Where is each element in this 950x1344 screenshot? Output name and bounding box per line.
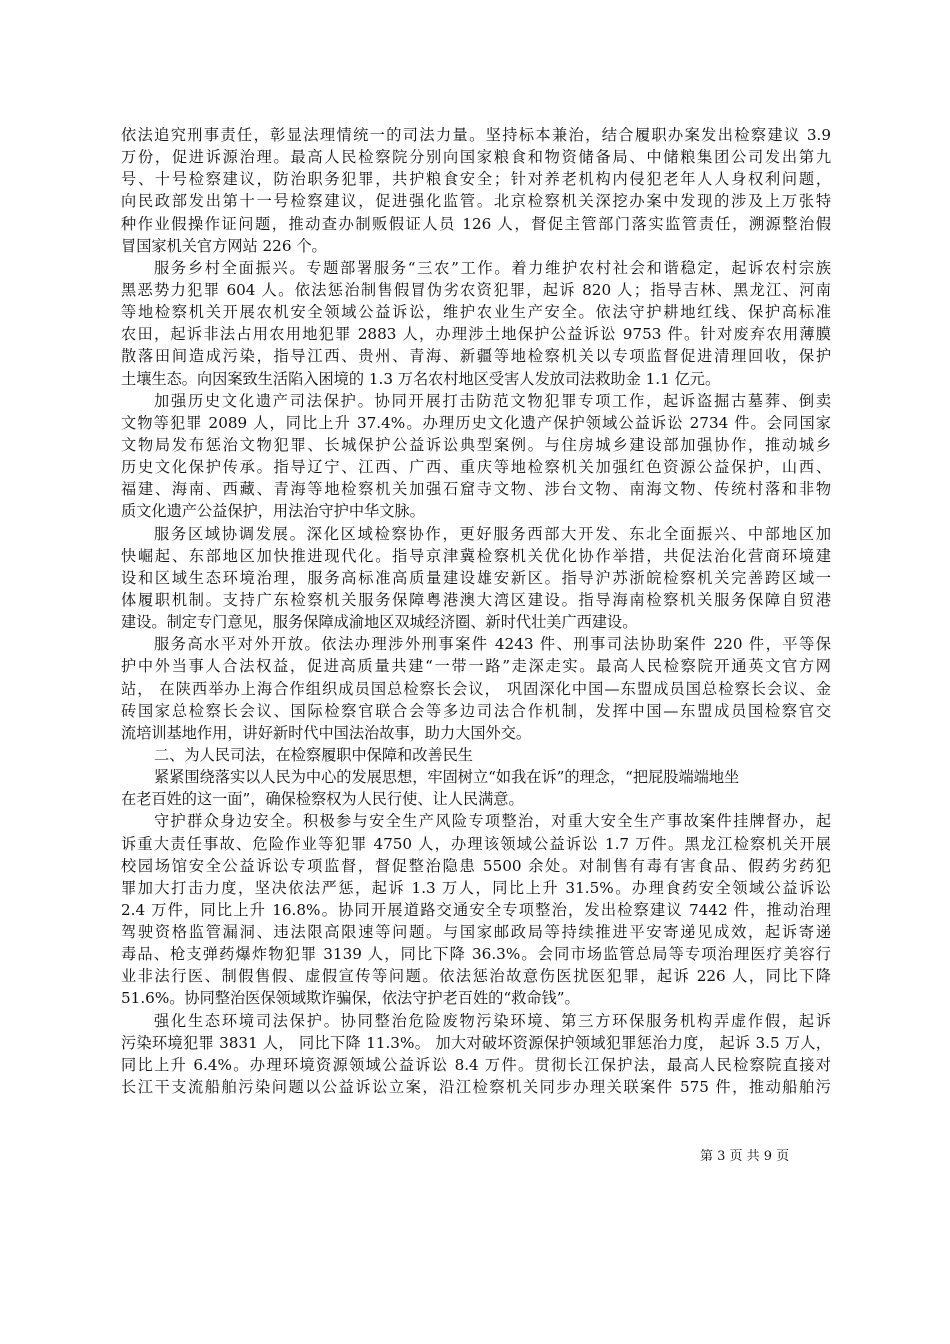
text-line: 诉重大责任事故、危险作业等犯罪 4750 人，办理该领域公益诉讼 1.7 万件。黑龙江检察机关开展 [121, 834, 831, 853]
text-line: 在老百姓的这一面”，确保检察权为人民行使、让人民满意。 [121, 790, 524, 809]
text-line: 驾驶资格监管漏洞、违法限高限速等问题。与国家邮政局等持续推进平安寄递见成效，起诉寄递 [121, 923, 831, 942]
text-line: 站， 在陕西举办上海合作组织成员国总检察长会议， 巩固深化中国—东盟成员国总检察长会议、金 [121, 679, 831, 698]
text-line: 二、为人民司法，在检察履职中保障和改善民生 [154, 745, 473, 764]
text-line: 长江干支流船舶污染问题以公益诉讼立案，沿江检察机关同步办理关联案件 575 件，推动船舶污 [121, 1078, 831, 1097]
text-line: 质文化遗产公益保护，用法治守护中华文脉。 [121, 502, 425, 521]
text-line: 强化生态环境司法保护。协同整治危险废物污染环境、第三方环保服务机构弄虚作假，起诉 [154, 1011, 831, 1030]
text-line: 农田，起诉非法占用农用地犯罪 2883 人，办理涉土地保护公益诉讼 9753 件。针对废弃农用薄膜 [121, 325, 831, 344]
text-line: 福建、海南、西藏、青海等地检察机关加强石窟寺文物、涉台文物、南海文物、传统村落和非物 [121, 480, 831, 499]
text-line: 黑恶势力犯罪 604 人。依法惩治制售假冒伪劣农资犯罪，起诉 820 人；指导吉林、黑龙江、河南 [121, 280, 831, 299]
body-text [121, 124, 831, 1098]
text-line: 历史文化保护传承。指导辽宁、江西、广西、重庆等地检察机关加强红色资源公益保护，山西、 [121, 458, 831, 477]
text-line: 体履职机制。支持广东检察机关服务保障粤港澳大湾区建设。指导海南检察机关服务保障自贸港 [121, 590, 831, 609]
text-line: 服务高水平对外开放。依法办理涉外刑事案件 4243 件、刑事司法协助案件 220 件，平等保 [154, 635, 831, 654]
text-line: 向民政部发出第十一号检察建议，促进强化监管。北京检察机关深挖办案中发现的涉及上万张特 [121, 192, 831, 211]
text-line: 业非法行医、制假售假、虚假宣传等问题。依法惩治故意伤医扰医犯罪，起诉 226 人，同比下降 [121, 967, 831, 986]
text-line: 散落田间造成污染，指导江西、贵州、青海、新疆等地检察机关以专项监督促进清理回收，保护 [121, 347, 831, 366]
text-line: 罪加大打击力度，坚决依法严惩，起诉 1.3 万人，同比上升 31.5%。办理食药安全领域公益诉讼 [121, 878, 831, 897]
text-line: 2.4 万件，同比上升 16.8%。协同开展道路交通安全专项整治，发出检察建议 7442 件，推动治理 [121, 900, 831, 919]
text-line: 种作业假操作证问题，推动查办制贩假证人员 126 人，督促主管部门落实监管责任，溯源整治假 [121, 214, 831, 233]
text-line: 号、十号检察建议，防治职务犯罪，共护粮食安全；针对养老机构内侵犯老年人人身权利问题， [121, 170, 831, 189]
text-line: 服务乡村全面振兴。专题部署服务“三农”工作。着力维护农村社会和谐稳定，起诉农村宗族 [154, 258, 831, 277]
text-line: 冒国家机关官方网站 226 个。 [121, 236, 327, 255]
text-line: 建设。制定专门意见，服务保障成渝地区双城经济圈、新时代壮美广西建设。 [121, 613, 638, 632]
text-line: 等地检察机关开展农机安全领域公益诉讼，维护农业生产安全。依法守护耕地红线、保护高标准 [121, 303, 831, 322]
page-number: 第 3 页 共 9 页 [700, 1149, 790, 1164]
text-line: 服务区域协调发展。深化区域检察协作，更好服务西部大开发、东北全面振兴、中部地区加 [154, 524, 831, 543]
text-line: 依法追究刑事责任，彰显法理情统一的司法力量。坚持标本兼治，结合履职办案发出检察建议 3.9 [121, 126, 831, 144]
text-line: 设和区域生态环境治理，服务高标准高质量建设雄安新区。指导沪苏浙皖检察机关完善跨区域一 [121, 568, 831, 587]
text-line: 土壤生态。向因案致生活陷入困境的 1.3 万名农村地区受害人发放司法救助金 1.1 亿元。 [121, 369, 721, 388]
text-line: 文物局发布惩治文物犯罪、长城保护公益诉讼典型案例。与住房城乡建设部加强协作，推动城乡 [121, 435, 831, 454]
text-line: 校园场馆安全公益诉讼专项监督，督促整治隐患 5500 余处。对制售有毒有害食品、假药劣药犯 [121, 856, 831, 875]
text-line: 毒品、枪支弹药爆炸物犯罪 3139 人，同比下降 36.3%。会同市场监管总局等专项治理医疗美容行 [121, 945, 831, 964]
text-line: 护中外当事人合法权益，促进高质量共建“一带一路”走深走实。最高人民检察院开通英文官方网 [121, 657, 831, 676]
text-line: 文物等犯罪 2089 人，同比上升 37.4%。办理历史文化遗产保护领域公益诉讼 2734 件。会同国家 [121, 413, 831, 432]
text-line: 51.6%。协同整治医保领域欺诈骗保，依法守护老百姓的“救命钱”。 [121, 989, 580, 1008]
text-line: 万份，促进诉源治理。最高人民检察院分别向国家粮食和物资储备局、中储粮集团公司发出第九 [121, 148, 831, 167]
text-line: 流培训基地作用，讲好新时代中国法治故事，助力大国外交。 [121, 723, 532, 742]
text-line: 紧紧围绕落实以人民为中心的发展思想，牢固树立“如我在诉”的理念，“把屁股端端地坐 [154, 768, 740, 787]
text-line: 砖国家总检察长会议、国际检察官联合会等多边司法合作机制，发挥中国—东盟成员国检察官交 [121, 701, 831, 720]
text-line: 守护群众身边安全。积极参与安全生产风险专项整治，对重大安全生产事故案件挂牌督办，起 [154, 812, 831, 831]
text-line: 同比上升 6.4%。办理环境资源领域公益诉讼 8.4 万件。贯彻长江保护法，最高人民检察院直接对 [121, 1055, 831, 1074]
text-line: 加强历史文化遗产司法保护。协同开展打击防范文物犯罪专项工作，起诉盗掘古墓葬、倒卖 [154, 391, 831, 410]
text-line: 污染环境犯罪 3831 人， 同比下降 11.3%。 加大对破坏资源保护领域犯罪惩治力度， 起诉 3.5 万人， [121, 1033, 831, 1052]
text-line: 快崛起、东部地区加快推进现代化。指导京津冀检察机关优化协作举措，共促法治化营商环境建 [121, 546, 831, 565]
